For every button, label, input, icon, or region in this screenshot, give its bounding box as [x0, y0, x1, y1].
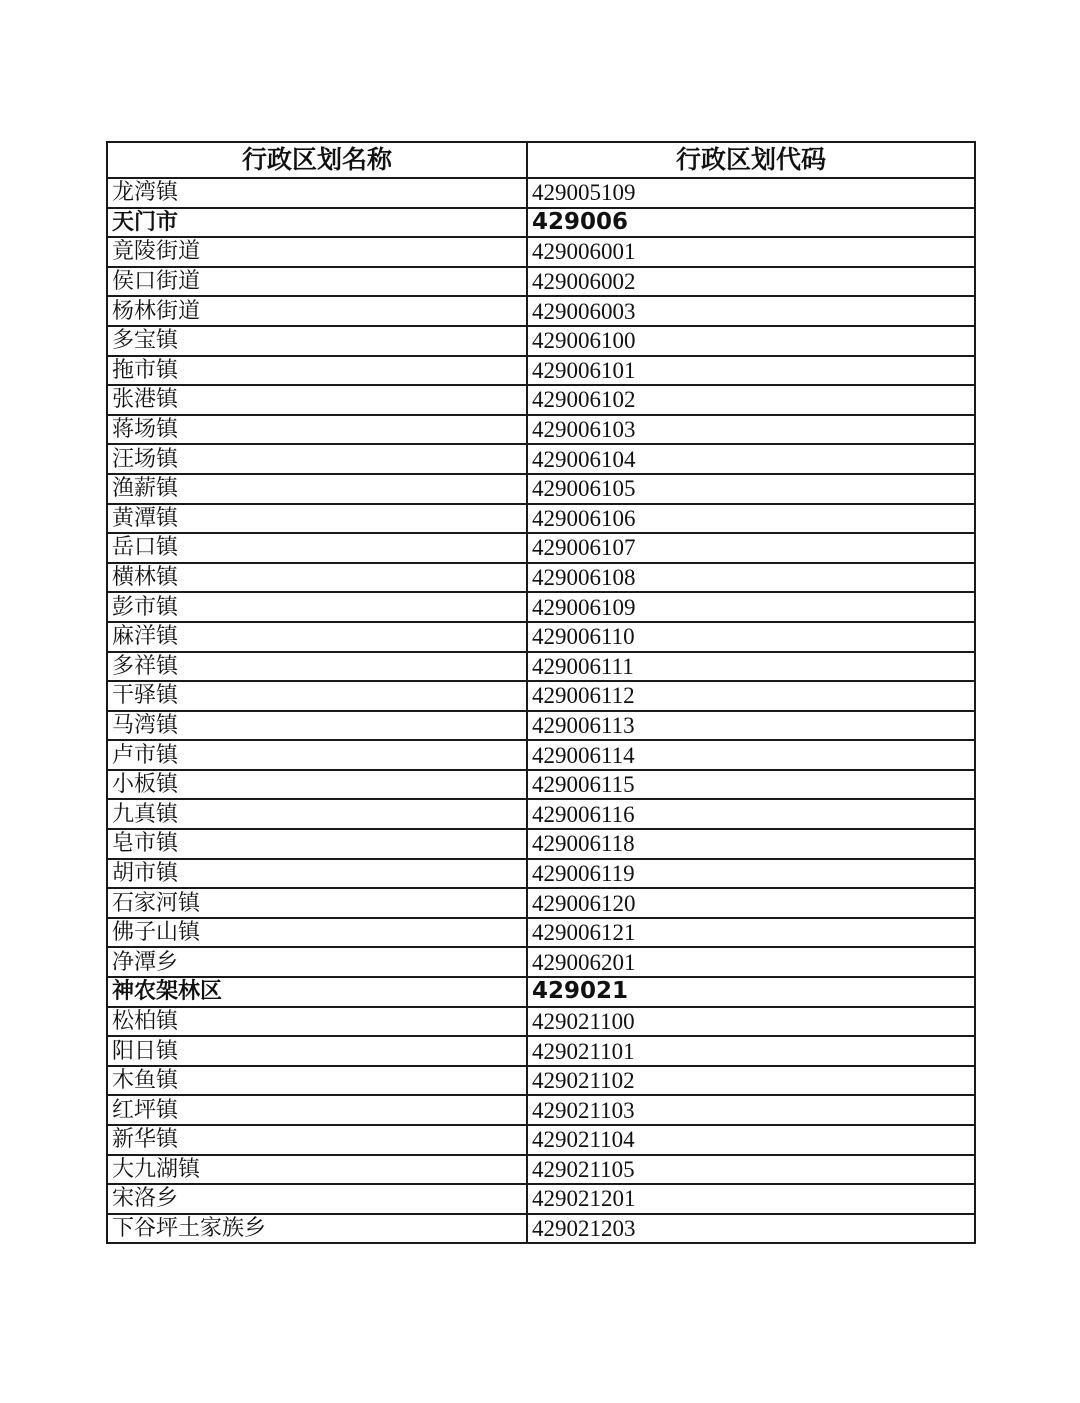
division-name-cell: 张港镇	[107, 385, 527, 415]
table-row	[107, 622, 975, 652]
table-row	[107, 326, 975, 356]
division-code-cell: 429006107	[527, 533, 975, 563]
admin-division-table	[106, 141, 976, 1244]
division-name-cell: 大九湖镇	[107, 1155, 527, 1185]
table-row	[107, 711, 975, 741]
division-code-cell: 429006121	[527, 918, 975, 948]
division-code-cell: 429021203	[527, 1214, 975, 1244]
table-row	[107, 829, 975, 859]
division-name-cell: 红坪镇	[107, 1095, 527, 1125]
division-name-cell: 多宝镇	[107, 326, 527, 356]
table-row	[107, 1214, 975, 1244]
division-code-cell: 429006114	[527, 740, 975, 770]
division-code-cell: 429006118	[527, 829, 975, 859]
division-name-cell: 胡市镇	[107, 859, 527, 889]
division-code-cell: 429006120	[527, 888, 975, 918]
division-name-cell: 松柏镇	[107, 1007, 527, 1037]
table-row	[107, 237, 975, 267]
division-code-cell: 429006002	[527, 267, 975, 297]
table-row	[107, 356, 975, 386]
division-code-cell: 429006001	[527, 237, 975, 267]
division-code-cell: 429006003	[527, 296, 975, 326]
column-header-code: 行政区划代码	[527, 142, 975, 178]
header-row	[107, 142, 975, 178]
table-row	[107, 504, 975, 534]
division-code-cell: 429006115	[527, 770, 975, 800]
table-row	[107, 652, 975, 682]
division-name-cell: 汪场镇	[107, 444, 527, 474]
division-code-cell: 429006111	[527, 652, 975, 682]
division-name-cell: 竟陵街道	[107, 237, 527, 267]
division-code-cell: 429006105	[527, 474, 975, 504]
table-row	[107, 977, 975, 1007]
table-row	[107, 859, 975, 889]
table-row	[107, 385, 975, 415]
division-name-cell: 宋洛乡	[107, 1184, 527, 1214]
division-name-cell: 多祥镇	[107, 652, 527, 682]
division-name-cell: 渔薪镇	[107, 474, 527, 504]
division-name-cell: 蒋场镇	[107, 415, 527, 445]
division-code-cell: 429021104	[527, 1125, 975, 1155]
division-name-cell: 彭市镇	[107, 592, 527, 622]
division-name-cell: 杨林街道	[107, 296, 527, 326]
division-name-cell: 下谷坪土家族乡	[107, 1214, 527, 1244]
table-row	[107, 1184, 975, 1214]
division-code-cell: 429005109	[527, 178, 975, 208]
division-name-cell: 佛子山镇	[107, 918, 527, 948]
division-code-cell: 429006102	[527, 385, 975, 415]
division-name-cell: 岳口镇	[107, 533, 527, 563]
division-code-cell: 429006104	[527, 444, 975, 474]
division-code-cell: 429006108	[527, 563, 975, 593]
division-name-cell: 马湾镇	[107, 711, 527, 741]
division-code-cell: 429006119	[527, 859, 975, 889]
table-row	[107, 267, 975, 297]
division-name-cell: 麻洋镇	[107, 622, 527, 652]
division-name-cell: 石家河镇	[107, 888, 527, 918]
table-row	[107, 1125, 975, 1155]
division-name-cell: 九真镇	[107, 799, 527, 829]
division-code-cell: 429006110	[527, 622, 975, 652]
division-name-cell: 小板镇	[107, 770, 527, 800]
division-code-cell: 429006109	[527, 592, 975, 622]
division-name-cell: 卢市镇	[107, 740, 527, 770]
division-code-cell: 429006116	[527, 799, 975, 829]
column-header-name: 行政区划名称	[107, 142, 527, 178]
table-row	[107, 1066, 975, 1096]
division-name-cell: 侯口街道	[107, 267, 527, 297]
division-code-cell: 429021100	[527, 1007, 975, 1037]
division-code-cell: 429006103	[527, 415, 975, 445]
division-name-cell: 木鱼镇	[107, 1066, 527, 1096]
division-code-cell: 429006101	[527, 356, 975, 386]
division-name-cell: 神农架林区	[107, 977, 527, 1007]
division-code-cell: 429006	[527, 208, 975, 238]
division-name-cell: 横林镇	[107, 563, 527, 593]
division-code-cell: 429006106	[527, 504, 975, 534]
division-name-cell: 拖市镇	[107, 356, 527, 386]
division-name-cell: 龙湾镇	[107, 178, 527, 208]
division-code-cell: 429021	[527, 977, 975, 1007]
division-name-cell: 天门市	[107, 208, 527, 238]
division-code-cell: 429006100	[527, 326, 975, 356]
table-row	[107, 799, 975, 829]
table-row	[107, 592, 975, 622]
division-code-cell: 429021101	[527, 1036, 975, 1066]
division-code-cell: 429021105	[527, 1155, 975, 1185]
table-body	[107, 178, 975, 1243]
division-code-cell: 429006113	[527, 711, 975, 741]
table-row	[107, 563, 975, 593]
division-name-cell: 阳日镇	[107, 1036, 527, 1066]
division-code-cell: 429021103	[527, 1095, 975, 1125]
division-code-cell: 429006201	[527, 947, 975, 977]
table-row	[107, 444, 975, 474]
table-row	[107, 533, 975, 563]
division-code-cell: 429006112	[527, 681, 975, 711]
table-row	[107, 415, 975, 445]
table-row	[107, 208, 975, 238]
table-row	[107, 740, 975, 770]
division-name-cell: 新华镇	[107, 1125, 527, 1155]
table-row	[107, 918, 975, 948]
table-row	[107, 1095, 975, 1125]
table-row	[107, 1036, 975, 1066]
table-row	[107, 947, 975, 977]
table-row	[107, 296, 975, 326]
table-row	[107, 1155, 975, 1185]
division-code-cell: 429021201	[527, 1184, 975, 1214]
division-code-cell: 429021102	[527, 1066, 975, 1096]
table-row	[107, 888, 975, 918]
table-row	[107, 1007, 975, 1037]
table-row	[107, 178, 975, 208]
table-row	[107, 681, 975, 711]
division-name-cell: 皂市镇	[107, 829, 527, 859]
table-row	[107, 770, 975, 800]
division-name-cell: 净潭乡	[107, 947, 527, 977]
division-name-cell: 干驿镇	[107, 681, 527, 711]
table-row	[107, 474, 975, 504]
division-name-cell: 黄潭镇	[107, 504, 527, 534]
